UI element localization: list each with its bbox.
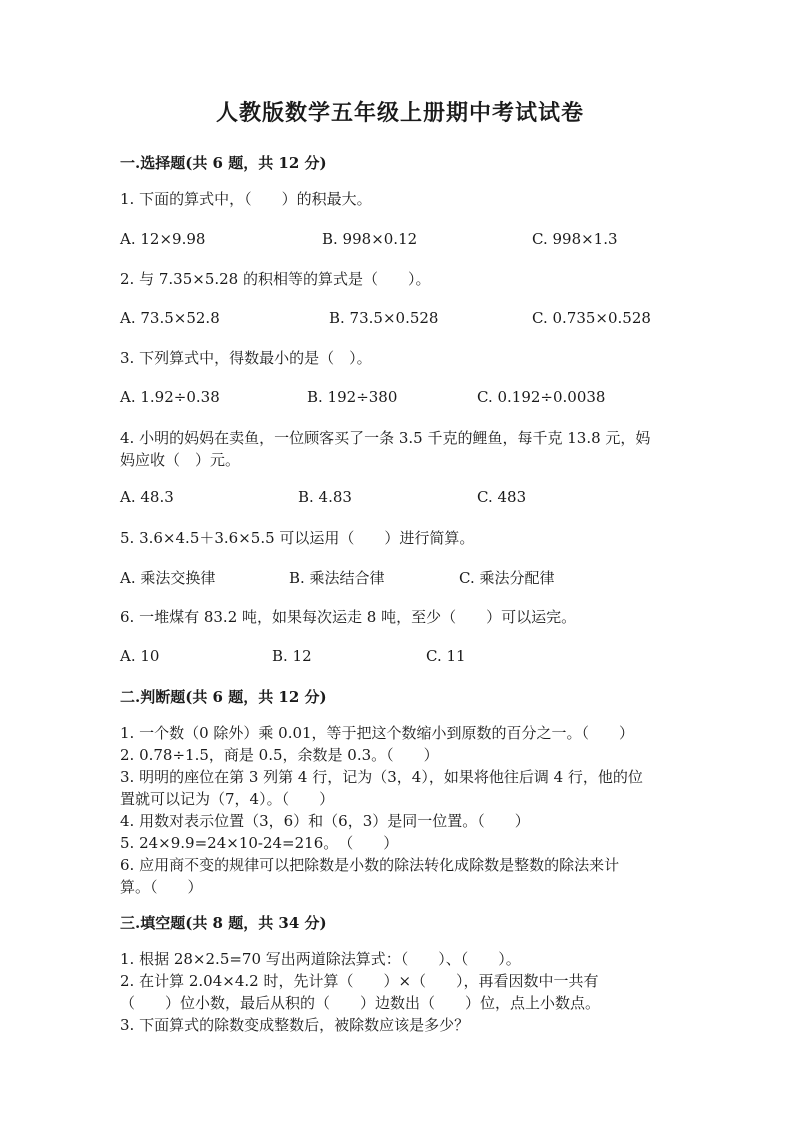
question-text: 3. 下列算式中，得数最小的是（ ）。 (120, 349, 372, 367)
section-heading-fill-blank: 三.填空题(共 8 题，共 34 分) (120, 914, 327, 932)
option-c: C. 0.735×0.528 (532, 309, 651, 327)
judgement-line: 6. 应用商不变的规律可以把除数是小数的除法转化成除数是整数的除法来计 (120, 856, 620, 874)
judgement-line: 4. 用数对表示位置（3，6）和（6，3）是同一位置。（ ） (120, 812, 530, 830)
judgement-line: 置就可以记为（7，4）。（ ） (120, 790, 335, 808)
judgement-line: 2. 0.78÷1.5，商是 0.5，余数是 0.3。（ ） (120, 746, 439, 764)
section-heading-judgement: 二.判断题(共 6 题，共 12 分) (120, 688, 327, 706)
question-text-line2: 妈应收（ ）元。 (120, 451, 241, 469)
question-text: 1. 下面的算式中，（ ）的积最大。 (120, 190, 372, 208)
option-c: C. 483 (477, 488, 527, 506)
question-text: 6. 一堆煤有 83.2 吨，如果每次运走 8 吨，至少（ ）可以运完。 (120, 608, 577, 626)
option-b: B. 192÷380 (307, 388, 398, 406)
question-text: 5. 3.6×4.5＋3.6×5.5 可以运用（ ）进行简算。 (120, 529, 475, 547)
option-b: B. 12 (272, 647, 312, 665)
option-c: C. 0.192÷0.0038 (477, 388, 606, 406)
judgement-line: 3. 明明的座位在第 3 列第 4 行，记为（3，4），如果将他往后调 4 行，他的位 (120, 768, 643, 786)
option-a: A. 73.5×52.8 (120, 309, 220, 327)
option-b: B. 乘法结合律 (289, 569, 385, 587)
fill-blank-line: 1. 根据 28×2.5=70 写出两道除法算式：（ ）、（ ）。 (120, 950, 521, 968)
option-a: A. 12×9.98 (120, 230, 206, 248)
option-a: A. 1.92÷0.38 (120, 388, 220, 406)
question-text: 2. 与 7.35×5.28 的积相等的算式是（ ）。 (120, 270, 431, 288)
option-c: C. 11 (426, 647, 466, 665)
option-b: B. 998×0.12 (322, 230, 418, 248)
fill-blank-line: 3. 下面算式的除数变成整数后，被除数应该是多少？ (120, 1016, 470, 1034)
option-a: A. 乘法交换律 (120, 569, 216, 587)
section-heading-choice: 一.选择题(共 6 题，共 12 分) (120, 154, 327, 172)
option-a: A. 48.3 (120, 488, 174, 506)
judgement-line: 5. 24×9.9=24×10-24=216。 （ ） (120, 834, 399, 852)
option-a: A. 10 (120, 647, 160, 665)
option-c: C. 998×1.3 (532, 230, 618, 248)
option-b: B. 4.83 (298, 488, 352, 506)
fill-blank-line: 2. 在计算 2.04×4.2 时，先计算（ ）×（ ），再看因数中一共有 (120, 972, 599, 990)
fill-blank-line: （ ）位小数，最后从积的（ ）边数出（ ）位，点上小数点。 (120, 994, 601, 1012)
page-title: 人教版数学五年级上册期中考试试卷 (215, 100, 584, 126)
option-c: C. 乘法分配律 (459, 569, 555, 587)
judgement-line: 算。（ ） (120, 878, 203, 896)
option-b: B. 73.5×0.528 (329, 309, 439, 327)
judgement-line: 1. 一个数（0 除外）乘 0.01，等于把这个数缩小到原数的百分之一。（ ） (120, 724, 635, 742)
question-text-line1: 4. 小明的妈妈在卖鱼，一位顾客买了一条 3.5 千克的鲤鱼，每千克 13.8 元，妈 (120, 429, 651, 447)
